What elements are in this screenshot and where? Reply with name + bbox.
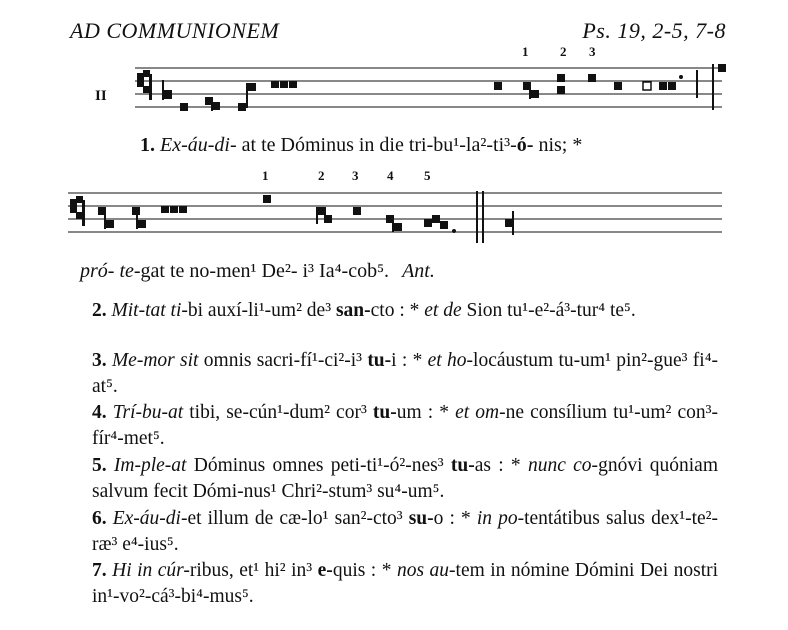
verse-text: at te Dóminus in die tri-bu¹-la²-ti³-	[241, 134, 517, 156]
verse-text: bi auxí-li¹-um² de³	[187, 300, 336, 321]
verse-2	[92, 298, 718, 324]
verse-text-end: gnóvi quóniam salvum fecit Dómi-nus¹ Chri²-stum³ su⁴-um⁵.	[92, 455, 719, 502]
tone-number: 3	[352, 168, 359, 183]
verse-number: 2.	[92, 300, 107, 321]
verse-accent: tu-	[450, 455, 475, 476]
verse-1-line	[140, 134, 582, 157]
antiphon-marker: Ant.	[402, 260, 435, 282]
verse-accent: tu-	[367, 350, 392, 371]
staff1-psalm-tone-numbers	[0, 44, 788, 60]
verse-italic-mid: et ho-	[427, 350, 474, 371]
verse-text: as : *	[474, 455, 528, 476]
verse-italic-start: Ex-áu-di-	[112, 508, 188, 529]
tone-number: 4	[387, 168, 394, 183]
verse-italic-mid: et de	[424, 300, 462, 321]
verse-number: 7.	[92, 560, 107, 581]
verse-text: quis : *	[332, 560, 397, 581]
neume-staff-svg	[0, 60, 788, 120]
verse-italic-start: Im-ple-at	[113, 455, 187, 476]
verse-number: 6.	[92, 508, 107, 529]
verse-1-continuation-line	[80, 260, 435, 283]
verse-text: ribus, et¹ hi² in³	[189, 560, 318, 581]
psalm-reference: Ps. 19, 2-5, 7-8	[582, 18, 726, 43]
page-title: AD COMMUNIONEM	[70, 18, 280, 43]
tone-number: 1	[522, 44, 529, 59]
verse-text: cto : *	[370, 300, 425, 321]
verse-italic-mid: in po-	[476, 508, 525, 529]
verse-italic-start: Ex-áu-di-	[160, 134, 237, 156]
verse-accent: e-	[317, 560, 333, 581]
tone-number: 2	[318, 168, 325, 183]
verse-number: 4.	[92, 402, 107, 423]
staff2-psalm-tone-numbers	[0, 168, 788, 184]
verse-text-end: tem in nómine Dómini Dei nostri in¹-vo²-cá³-bi⁴-mus⁵.	[92, 560, 719, 607]
verse-italic-mid: nunc co-	[527, 455, 599, 476]
neume-staff-svg	[0, 185, 788, 247]
verse-text: tibi, se-cún¹-dum² cor³	[183, 402, 373, 423]
verse-text-end: nis; *	[533, 134, 583, 156]
verse-number: 5.	[92, 455, 107, 476]
verse-number: 1.	[140, 134, 155, 156]
verse-5	[92, 453, 718, 505]
verse-italic-start: Hi in cúr-	[112, 560, 190, 581]
tone-number: 2	[560, 44, 567, 59]
verse-6	[92, 506, 718, 558]
verse-text-end: tentátibus salus dex¹-te²-ræ³ e⁴-ius⁵.	[92, 508, 718, 555]
tone-number: 1	[262, 168, 269, 183]
verse-7	[92, 558, 718, 610]
verse-italic-mid: et om-	[455, 402, 506, 423]
verse-text: um : *	[396, 402, 456, 423]
verse-accent: ó-	[516, 134, 534, 156]
verse-text-end: ne consílium tu¹-um² con³-fír⁴-met⁵.	[92, 402, 718, 449]
verse-3	[92, 348, 718, 400]
verse-text-end: Sion tu¹-e²-á³-tur⁴ te⁵.	[461, 300, 636, 321]
verse-accent: su-	[408, 508, 434, 529]
verse-italic-start: pró- te-	[80, 260, 141, 282]
verse-text: et illum de cæ-lo¹ san²-cto³	[187, 508, 409, 529]
verse-text-end: locáustum tu-um¹ pin²-gue³ fi⁴-at⁵.	[92, 350, 718, 397]
verse-accent: san-	[335, 300, 371, 321]
verse-text: Dóminus omnes peti-ti¹-ó²-nes³	[186, 455, 451, 476]
verse-italic-start: Trí-bu-at	[112, 402, 184, 423]
verse-italic-mid: nos au-	[396, 560, 456, 581]
verse-text: o : *	[433, 508, 477, 529]
verse-number: 3.	[92, 350, 107, 371]
mode-number: II	[95, 88, 107, 104]
chant-staff-1	[0, 60, 788, 120]
verse-italic-start: Mit-tat ti-	[111, 300, 188, 321]
verse-text: gat te no-men¹ De²- i³ Ia⁴-cob⁵.	[140, 260, 390, 282]
verse-accent: tu-	[372, 402, 397, 423]
tone-number: 3	[589, 44, 596, 59]
verse-italic-start: Me-mor sit	[111, 350, 199, 371]
tone-number: 5	[424, 168, 431, 183]
verse-text: i : *	[391, 350, 428, 371]
chant-staff-2	[0, 185, 788, 247]
verse-4	[92, 400, 718, 452]
verse-text: omnis sacri-fí¹-ci²-i³	[198, 350, 368, 371]
